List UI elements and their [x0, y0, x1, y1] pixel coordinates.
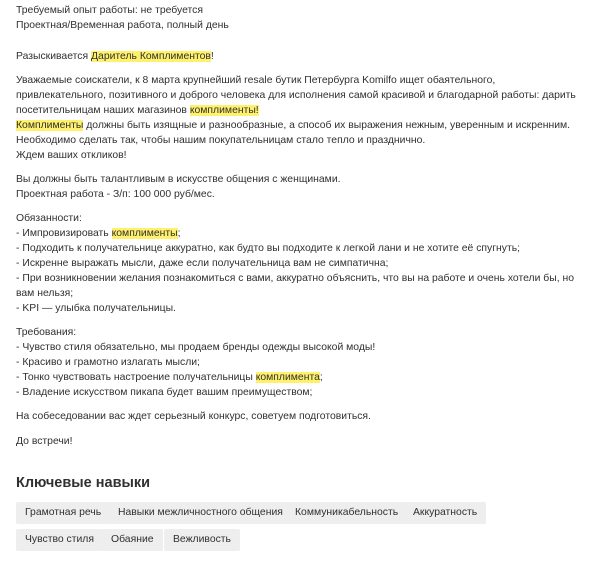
skill-tag[interactable]: Навыки межличностного общения: [109, 502, 292, 524]
requirement-3-suffix: ;: [319, 372, 323, 383]
requirement-item: - Чувство стиля обязательно, мы продаем бренды одежды высокой моды!: [16, 342, 376, 353]
wanted-suffix: !: [210, 51, 214, 62]
skill-tag[interactable]: Чувство стиля: [16, 529, 103, 551]
skill-tag[interactable]: Вежливость: [164, 529, 240, 551]
intro-line-1: Уважаемые соискатели, к 8 марта крупнейший resale бутик Петербурга Komilfo ищет обаятельного,: [16, 75, 496, 86]
wanted-line: [16, 49, 214, 64]
wanted-title-highlight: Даритель Комплиментов: [91, 51, 211, 62]
compliments-highlight-2: Комплименты: [16, 120, 84, 131]
duty-item: [16, 226, 180, 241]
intro-line-3: [16, 103, 259, 118]
intro-line-5: Необходимо сделать так, чтобы нашим покупательницам стало тепло и празднично.: [16, 135, 426, 146]
requirements-heading: Требования:: [16, 327, 77, 338]
intro-line-4-suffix: должны быть изящные и разнообразные, а способ их выражения нежным, уверенным и искренним.: [83, 120, 571, 131]
intro-line-4: [16, 118, 570, 133]
wanted-prefix: Разыскивается: [16, 51, 91, 62]
intro-line-2: привлекательного, позитивного и доброго человека для исполнения самой красивой и благодарной работы: дарить: [16, 90, 576, 101]
duty-item: - Искренне выражать мысли, даже если получательница вам не симпатична;: [16, 258, 389, 269]
requirement-item: - Красиво и грамотно излагать мысли;: [16, 357, 200, 368]
intro-line-3-prefix: посетительницам наших магазинов: [16, 105, 190, 116]
skill-tag[interactable]: Обаяние: [102, 529, 163, 551]
requirement-3-prefix: - Тонко чувствовать настроение получательницы: [16, 372, 256, 383]
salary-text: Проектная работа - З/п: 100 000 руб/мес.: [16, 189, 215, 200]
intro-line-6: Ждем ваших откликов!: [16, 150, 127, 161]
duty-item: - При возникновении желания познакомиться с вами, аккуратно объяснить, что вы на работе и очень хотели бы, но: [16, 273, 574, 284]
interview-text: На собеседовании вас ждет серьезный конкурс, советуем подготовиться.: [16, 411, 371, 422]
key-skills-title: Ключевые навыки: [16, 475, 151, 491]
employment-text: Проектная/Временная работа, полный день: [16, 20, 229, 31]
duty-item-continued: вам нельзя;: [16, 288, 74, 299]
requirement-item: - Владение искусством пикапа будет вашим преимуществом;: [16, 387, 313, 398]
duty-item: - Подходить к получательнице аккуратно, как будто вы подходите к легкой лани и не хотите её спугнуть;: [16, 243, 521, 254]
compliments-highlight-3: комплименты: [111, 228, 178, 239]
farewell-text: До встречи!: [16, 436, 73, 447]
skill-tag[interactable]: Грамотная речь: [16, 502, 110, 524]
compliments-highlight: комплименты!: [189, 105, 259, 116]
skill-tag[interactable]: Коммуникабельность: [286, 502, 407, 524]
duties-heading: Обязанности:: [16, 213, 82, 224]
duty-item: - KPI — улыбка получательницы.: [16, 303, 176, 314]
talent-text: Вы должны быть талантливым в искусстве общения с женщинами.: [16, 174, 341, 185]
duty-1-prefix: - Импровизировать: [16, 228, 112, 239]
skill-tag[interactable]: Аккуратность: [404, 502, 486, 524]
duty-1-suffix: ;: [177, 228, 181, 239]
experience-text: Требуемый опыт работы: не требуется: [16, 5, 203, 16]
requirement-item: [16, 370, 323, 385]
compliment-highlight: комплимента: [255, 372, 320, 383]
